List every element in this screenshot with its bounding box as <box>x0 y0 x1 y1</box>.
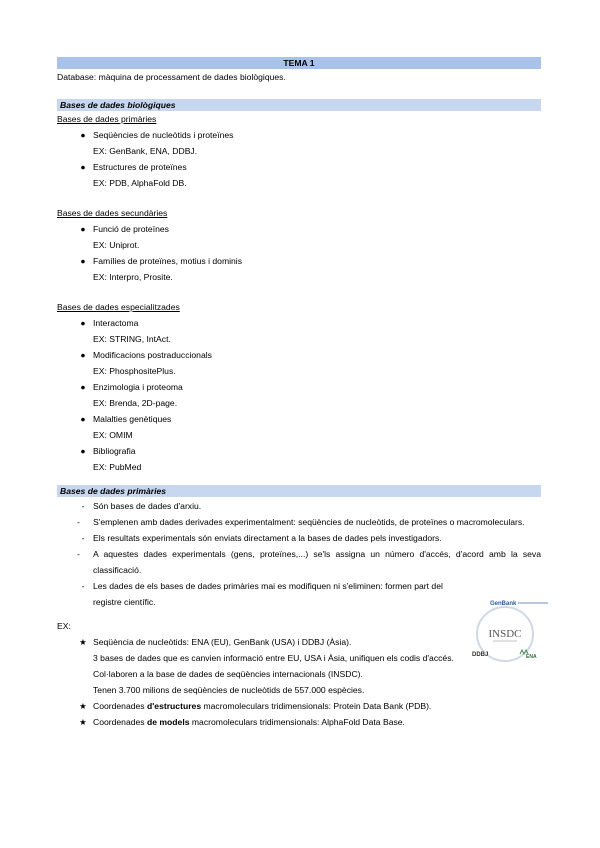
insdc-logo <box>460 598 550 666</box>
list-item: - Els resultats experimentals són enviats directament a la bases de dades pels investigadors. <box>57 530 541 546</box>
bullet-icon: ● <box>80 350 86 360</box>
example-item-sequences: ★ Seqüència de nucleòtids: ENA (EU), GenBank (USA) i DDBJ (Àsia). <box>57 634 541 650</box>
ena-logo-text: ENA <box>526 654 537 660</box>
list-item-example: EX: OMIM <box>93 430 133 440</box>
list-item: ● Enzimologia i proteoma <box>57 379 541 395</box>
list-item: ● Estructures de proteïnes <box>57 159 541 175</box>
dash-icon: - <box>81 581 85 591</box>
list-item-example: EX: PubMed <box>93 462 142 472</box>
star-icon: ★ <box>79 717 87 727</box>
section-heading-primary: Bases de dades primàries <box>57 485 541 497</box>
star-icon: ★ <box>79 701 87 711</box>
bullet-icon: ● <box>80 256 86 266</box>
example-detail: 3 bases de dades que es canvien informació entre EU, USA i Àsia, unifiquen els codis d'accés. <box>93 653 454 663</box>
list-item: ● Interactoma <box>57 315 541 331</box>
list-item: - S'emplenen amb dades derivades experimentalment: seqüències de nucleòtids, de proteïnes o macromoleculars. <box>57 514 541 530</box>
list-item: ● Bibliografia <box>57 443 541 459</box>
list-item: - Són bases de dades d'arxiu. <box>57 498 541 514</box>
example-detail: Col·laboren a la base de dades de seqüències internacionals (INSDC). <box>93 669 363 679</box>
bullet-icon: ● <box>80 414 86 424</box>
dash-icon: - <box>77 517 80 527</box>
dash-icon: - <box>77 549 80 559</box>
bullet-icon: ● <box>80 382 86 392</box>
list-item: - A aquestes dades experimentals (gens, proteïnes,...) se'ls assigna un número d'accés, d'acord amb la seva classificació. <box>57 546 541 578</box>
group-title-specialized: Bases de dades especialitzades <box>57 302 180 312</box>
bullet-icon: ● <box>80 318 86 328</box>
page-title: TEMA 1 <box>57 57 541 69</box>
section-heading-biological: Bases de dades biològiques <box>57 99 541 111</box>
list-item: ● Malalties genètiques <box>57 411 541 427</box>
list-item-example: EX: Uniprot. <box>93 240 140 250</box>
intro-text: Database: màquina de processament de dades biològiques. <box>57 72 286 82</box>
list-item-example: EX: PhosphositePlus. <box>93 366 176 376</box>
list-item-example: EX: PDB, AlphaFold DB. <box>93 178 187 188</box>
insdc-logo-text: INSDC <box>488 628 522 640</box>
list-item: ● Famílies de proteïnes, motius i dominis <box>57 253 541 269</box>
list-item-example: EX: GenBank, ENA, DDBJ. <box>93 146 198 156</box>
example-item-structures: ★ Coordenades d'estructures macromoleculars tridimensionals: Protein Data Bank (PDB). <box>57 698 541 714</box>
examples-label: EX: <box>57 621 71 631</box>
list-item: ● Funció de proteïnes <box>57 221 541 237</box>
example-item-models: ★ Coordenades de models macromoleculars tridimensionals: AlphaFold Data Base. <box>57 714 541 730</box>
list-item-example: EX: Interpro, Prosite. <box>93 272 173 282</box>
bullet-icon: ● <box>80 224 86 234</box>
list-item: ● Seqüències de nucleòtids i proteïnes <box>57 127 541 143</box>
list-item-example: EX: Brenda, 2D-page. <box>93 398 178 408</box>
list-item: ● Modificacions postraduccionals <box>57 347 541 363</box>
bullet-icon: ● <box>80 446 86 456</box>
bullet-icon: ● <box>80 162 86 172</box>
ddbj-logo-text: DDBJ <box>472 652 489 658</box>
group-title-secondary: Bases de dades secundàries <box>57 208 168 218</box>
list-item-example: EX: STRING, IntAct. <box>93 334 171 344</box>
genbank-logo-text: GenBank <box>490 601 517 607</box>
dash-icon: - <box>81 533 85 543</box>
bullet-icon: ● <box>80 130 86 140</box>
list-item: - Les dades de els bases de dades primàries mai es modifiquen ni s'eliminen: formen part del registre científic. <box>57 578 541 610</box>
group-title-primary: Bases de dades primàries <box>57 114 157 124</box>
star-icon: ★ <box>79 637 87 647</box>
dash-icon: - <box>81 501 85 511</box>
example-detail: Tenen 3.700 milions de seqüències de nucleòtids de 557.000 espècies. <box>93 685 365 695</box>
